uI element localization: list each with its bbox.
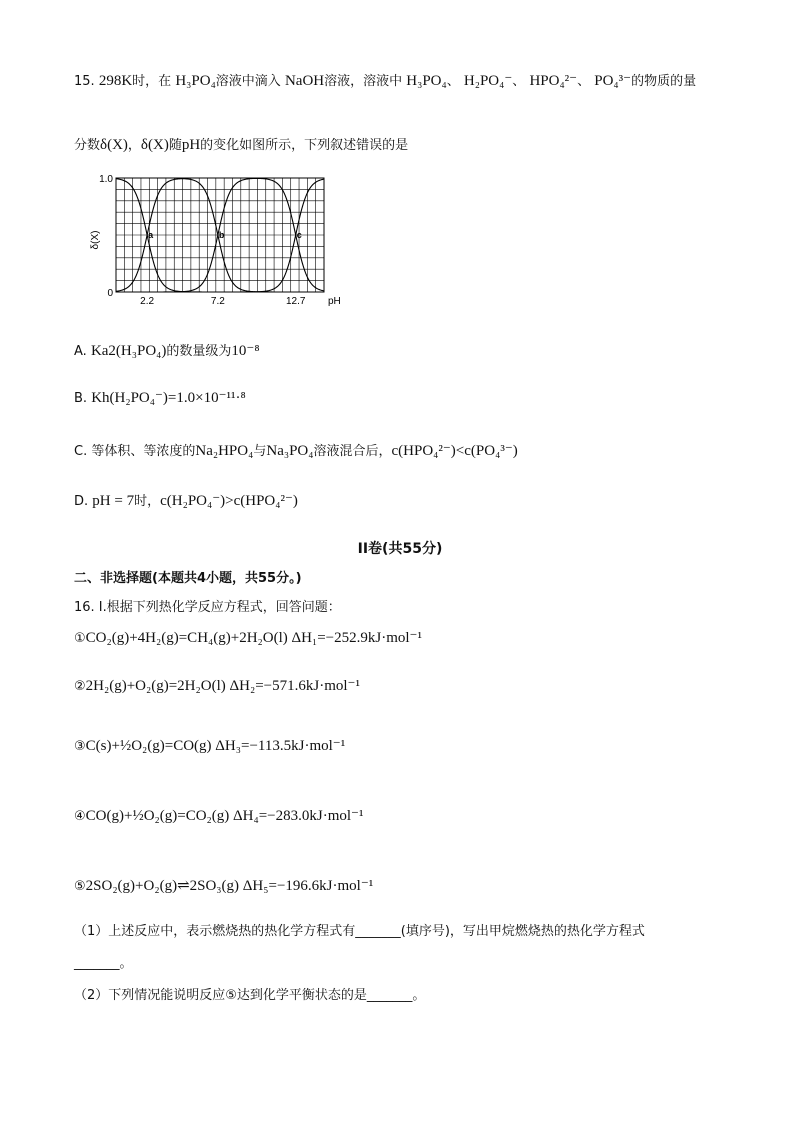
eq-3-body: C(s)+½O₂(g)=CO(g) ΔH₃=−113.5kJ·mol⁻¹ (85, 738, 346, 754)
eq-5-body: 2SO₂(g)+O₂(g)⇌2SO₃(g) ΔH₅=−196.6kJ·mol⁻¹ (85, 878, 374, 894)
q15-species-1: H₃PO₄ (406, 73, 447, 89)
q16-eq-3 (74, 736, 345, 755)
option-a-letter: A. (74, 344, 87, 359)
q16-sub2: （2）下列情况能说明反应⑤达到化学平衡状态的是_______。 (74, 988, 426, 1003)
option-c-letter: C. (74, 444, 88, 459)
q16-intro: 16. I.根据下列热化学反应方程式，回答问题： (74, 600, 341, 615)
x-axis-label: pH (328, 296, 341, 307)
eq-1-body: CO₂(g)+4H₂(g)=CH₄(g)+2H₂O(l) ΔH₁=−252.9kJ·mol⁻¹ (85, 630, 422, 646)
q15-sep-2: 、 (512, 74, 526, 89)
option-c (74, 440, 518, 460)
q16-eq-2 (74, 676, 360, 695)
q15-line2-sep: ， (127, 138, 141, 153)
option-c-expr: c(HPO₄²⁻)<c(PO₄³⁻) (391, 443, 518, 459)
x-tick-label: 12.7 (285, 296, 306, 307)
eq-3-number: ③ (74, 739, 86, 754)
q15-base: NaOH (284, 73, 325, 89)
q15-ph: pH (181, 137, 201, 153)
eq-5-number: ⑤ (74, 879, 86, 894)
q16-eq-4 (74, 806, 363, 825)
eq-2-number: ② (74, 679, 86, 694)
option-c-text-2: 与 (253, 444, 267, 459)
q15-line1 (74, 70, 696, 90)
option-d-cond: pH = 7 (92, 493, 135, 509)
point-label-c: c (296, 230, 302, 240)
point-label-b: b (218, 230, 225, 240)
q15-text-1: 时，在 (132, 74, 172, 89)
q15-sep-1: 、 (446, 74, 460, 89)
q15-text-3: 溶液，溶液中 (324, 74, 403, 89)
option-d-text: 时， (134, 494, 161, 509)
option-d-letter: D. (74, 494, 89, 509)
option-a-expr: Ka2(H₃PO₄) (90, 343, 167, 359)
option-d (74, 490, 298, 510)
q16-sub1-blank: _______。 (74, 956, 133, 971)
option-a (74, 340, 260, 360)
option-b-letter: B. (74, 391, 88, 406)
x-tick-label: 2.2 (140, 296, 155, 307)
eq-1-number: ① (74, 631, 86, 646)
q15-sep-3: 、 (577, 74, 591, 89)
eq-4-number: ④ (74, 809, 86, 824)
q15-line2-a: 分数 (74, 138, 101, 153)
y-tick-label: 0 (107, 288, 113, 299)
q15-line2-b: 随 (168, 138, 182, 153)
q15-delta-1: δ(X) (100, 137, 128, 153)
eq-4-body: CO(g)+½O₂(g)=CO₂(g) ΔH₄=−283.0kJ·mol⁻¹ (85, 808, 364, 824)
option-a-value: 10⁻⁸ (231, 343, 260, 359)
q15-line2 (74, 134, 408, 154)
q15-number: 15. (74, 74, 95, 89)
option-b (74, 388, 246, 407)
q15-line2-c: 的变化如图所示，下列叙述错误的是 (200, 138, 409, 153)
option-b-expr: Kh(H₂PO₄⁻)=1.0×10⁻¹¹·⁸ (91, 390, 246, 406)
section-heading: 二、非选择题(本题共4小题，共55分。) (74, 571, 302, 586)
option-c-salt-1: Na₂HPO₄ (195, 443, 254, 459)
q15-species-3: HPO₄²⁻ (529, 73, 578, 89)
x-tick-label: 7.2 (210, 296, 225, 307)
part2-title: II卷(共55分) (357, 541, 443, 557)
option-d-expr: c(H₂PO₄⁻)>c(HPO₄²⁻) (160, 493, 298, 509)
chart-ylabel: δ(X) (90, 230, 101, 250)
q16-eq-1 (74, 628, 422, 647)
eq-2-body: 2H₂(g)+O₂(g)=2H₂O(l) ΔH₂=−571.6kJ·mol⁻¹ (85, 678, 360, 694)
q15-text-2: 溶液中滴入 (215, 74, 281, 89)
q15-species-4: PO₄³⁻ (594, 73, 632, 89)
option-c-text-1: 等体积、等浓度的 (91, 444, 196, 459)
q16-sub1: （1）上述反应中，表示燃烧热的热化学方程式有_______(填序号)，写出甲烷燃烧热的热化学方程式 (74, 924, 645, 939)
q15-species-2: H₂PO₄⁻ (463, 73, 513, 89)
option-c-salt-2: Na₃PO₄ (266, 443, 314, 459)
q15-text-4: 的物质的量 (631, 74, 697, 89)
q16-eq-5 (74, 876, 373, 895)
q15-acid: H₃PO₄ (175, 73, 216, 89)
q15-temp: 298K (98, 73, 133, 89)
y-tick-label: 1.0 (99, 174, 113, 185)
option-c-text-3: 溶液混合后， (313, 444, 392, 459)
speciation-chart (92, 168, 342, 308)
chart-ticks (99, 174, 341, 307)
q15-delta-2: δ(X) (140, 137, 169, 153)
point-label-a: a (148, 230, 154, 240)
option-a-text: 的数量级为 (166, 344, 232, 359)
